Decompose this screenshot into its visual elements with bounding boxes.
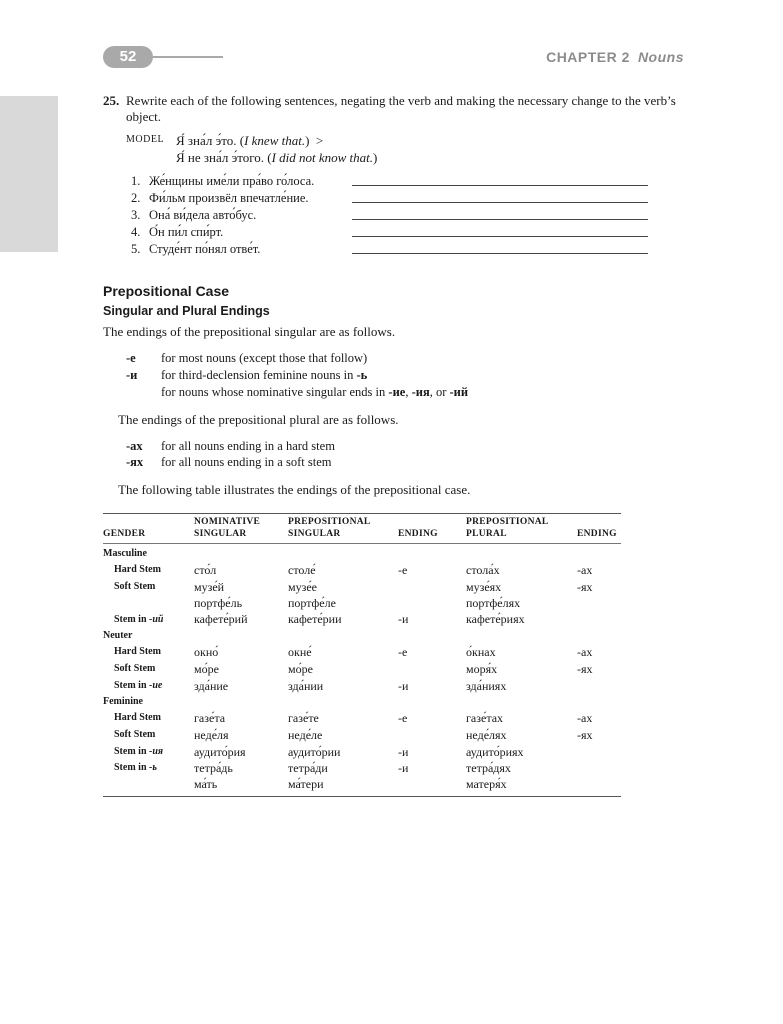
header-ending: ENDING	[398, 529, 438, 539]
item-number: 4.	[131, 225, 141, 239]
cell-prep-pl: портфе́лях	[466, 596, 521, 610]
item-number: 5.	[131, 242, 141, 256]
item-text: Фи́льм произвёл впечатле́ние.	[149, 191, 309, 205]
singular-ending-row	[126, 351, 367, 366]
row-label: Stem in -ия	[114, 746, 164, 757]
cell-prep-sg: тетра́ди	[288, 761, 328, 775]
cell-nom-sg: зда́ние	[194, 679, 229, 693]
item-text: Студе́нт по́нял отве́т.	[149, 242, 261, 256]
model-sentence-1: Я́ зна́л э́то. (I knew that.) >	[176, 133, 324, 148]
row-label: Hard Stem	[114, 712, 161, 723]
ending-description: for all nouns ending in a hard stem	[161, 439, 335, 453]
cell-prep-sg: портфе́ле	[288, 596, 336, 610]
cell-ending: -е	[398, 711, 408, 725]
row-label: Soft Stem	[114, 581, 156, 592]
intro-singular: The endings of the prepositional singular are as follows.	[103, 324, 396, 339]
cell-prep-sg: неде́ле	[288, 728, 323, 742]
cell-nom-sg: сто́л	[194, 563, 217, 577]
ending-form: -и	[126, 368, 138, 382]
cell-prep-pl: матеря́х	[466, 777, 507, 791]
answer-line[interactable]	[352, 253, 648, 254]
cell-ending: -е	[398, 645, 408, 659]
cell-ending-pl: -ах	[577, 645, 593, 659]
row-label: Hard Stem	[114, 646, 161, 657]
cell-prep-pl: аудито́риях	[466, 745, 524, 759]
item-text: Же́нщины име́ли пра́во го́лоса.	[149, 174, 315, 188]
cell-prep-sg: зда́нии	[288, 679, 324, 693]
cell-ending-pl: -ах	[577, 563, 593, 577]
row-label: Stem in -ий	[114, 614, 164, 625]
row-label: Stem in -ь	[114, 762, 157, 773]
intro-plural: The endings of the prepositional plural are as follows.	[118, 412, 399, 427]
ending-form: -е	[126, 351, 136, 365]
model-label: MODEL	[126, 134, 165, 145]
table-bottom-rule	[103, 796, 621, 797]
page-number-badge: 52	[103, 46, 153, 68]
table-header-rule	[103, 543, 621, 544]
group-masculine: Masculine	[103, 548, 147, 559]
answer-line[interactable]	[352, 202, 648, 203]
header-gender: GENDER	[103, 529, 146, 539]
cell-prep-sg: столе́	[288, 563, 316, 577]
cell-prep-sg: окне́	[288, 645, 312, 659]
model-ru-2: Я́ не зна́л э́того.	[176, 150, 264, 165]
group-feminine: Feminine	[103, 696, 143, 707]
header-nom-sg: NOMINATIVE SINGULAR	[194, 517, 261, 539]
cell-ending-pl: -ях	[577, 662, 593, 676]
item-number: 2.	[131, 191, 141, 205]
cell-ending-pl: -ях	[577, 728, 593, 742]
cell-prep-pl: тетра́дях	[466, 761, 511, 775]
exercise-item	[131, 190, 651, 207]
cell-prep-pl: газе́тах	[466, 711, 504, 725]
cell-nom-sg: газе́та	[194, 711, 226, 725]
cell-ending: -и	[398, 679, 409, 693]
plural-ending-row	[126, 455, 331, 470]
ending-form: -ях	[126, 455, 144, 469]
singular-ending-row	[126, 385, 468, 400]
answer-line[interactable]	[352, 236, 648, 237]
cell-ending: -и	[398, 761, 409, 775]
item-number: 1.	[131, 174, 141, 188]
exercise-item	[131, 207, 651, 224]
item-text: О́н пи́л спи́рт.	[149, 225, 224, 239]
cell-prep-sg: ма́тери	[288, 777, 324, 791]
cell-nom-sg: мо́ре	[194, 662, 219, 676]
header-prep-sg: PREPOSITIONAL SINGULAR	[288, 517, 371, 539]
row-label: Stem in -ие	[114, 680, 163, 691]
cell-ending: -и	[398, 745, 409, 759]
cell-nom-sg: окно́	[194, 645, 219, 659]
row-label: Soft Stem	[114, 663, 156, 674]
side-thumb-tab	[0, 96, 58, 252]
cell-prep-pl: музе́ях	[466, 580, 502, 594]
chapter-title: Nouns	[637, 49, 684, 65]
model-sentence-2: Я́ не зна́л э́того. (I did not know that.)	[176, 150, 378, 165]
header-rule	[153, 56, 223, 58]
cell-ending: -и	[398, 612, 409, 626]
cell-prep-sg: музе́е	[288, 580, 317, 594]
ending-description: for all nouns ending in a soft stem	[161, 455, 332, 469]
exercise-item	[131, 173, 651, 190]
cell-nom-sg: музе́й	[194, 580, 225, 594]
table-intro: The following table illustrates the endings of the prepositional case.	[118, 482, 471, 497]
cell-prep-pl: о́кнах	[466, 645, 496, 659]
cell-nom-sg: кафете́рий	[194, 612, 248, 626]
cell-prep-sg: аудито́рии	[288, 745, 341, 759]
cell-nom-sg: портфе́ль	[194, 596, 243, 610]
cell-nom-sg: ма́ть	[194, 777, 218, 791]
cell-prep-pl: кафете́риях	[466, 612, 525, 626]
exercise-item	[131, 224, 651, 241]
exercise-list	[131, 173, 651, 258]
cell-prep-sg: газе́те	[288, 711, 319, 725]
header-prep-pl: PREPOSITIONAL PLURAL	[466, 517, 549, 539]
exercise-instruction: Rewrite each of the following sentences, negating the verb and making the necessary change to the verb’s object.	[126, 93, 676, 124]
group-neuter: Neuter	[103, 630, 133, 641]
cell-ending-pl: -ах	[577, 711, 593, 725]
model-gloss-1: I knew that.	[244, 133, 306, 148]
ending-description: for most nouns (except those that follow)	[161, 351, 368, 365]
cell-nom-sg: аудито́рия	[194, 745, 246, 759]
ending-description: for third-declension feminine nouns in -ь	[161, 368, 368, 382]
subsection-title: Singular and Plural Endings	[103, 304, 270, 318]
chapter-label: CHAPTER 2	[546, 49, 630, 65]
item-number: 3.	[131, 208, 141, 222]
answer-line[interactable]	[352, 219, 648, 220]
model-ru-1: Я́ зна́л э́то.	[176, 133, 237, 148]
cell-prep-sg: кафете́рии	[288, 612, 342, 626]
cell-prep-pl: зда́ниях	[466, 679, 507, 693]
exercise-number: 25.	[103, 93, 120, 108]
cell-prep-pl: стола́х	[466, 563, 500, 577]
cell-ending: -е	[398, 563, 408, 577]
cell-nom-sg: неде́ля	[194, 728, 229, 742]
item-text: Она́ ви́дела авто́бус.	[149, 208, 257, 222]
table-top-rule	[103, 513, 621, 514]
exercise-item	[131, 241, 651, 258]
singular-ending-row	[126, 368, 367, 383]
cell-prep-sg: мо́ре	[288, 662, 313, 676]
cell-ending-pl: -ях	[577, 580, 593, 594]
row-label: Soft Stem	[114, 729, 156, 740]
running-header	[546, 49, 684, 65]
plural-ending-row	[126, 439, 335, 454]
cell-nom-sg: тетра́дь	[194, 761, 233, 775]
row-label: Hard Stem	[114, 564, 161, 575]
answer-line[interactable]	[352, 185, 648, 186]
cell-prep-pl: моря́х	[466, 662, 498, 676]
ending-form: -ах	[126, 439, 143, 453]
cell-prep-pl: неде́лях	[466, 728, 507, 742]
section-title: Prepositional Case	[103, 283, 230, 299]
header-ending-pl: ENDING	[577, 529, 617, 539]
ending-description: for nouns whose nominative singular ends in -ие, -ия, or -ий	[161, 385, 469, 399]
model-gloss-2: I did not know that.	[271, 150, 374, 165]
